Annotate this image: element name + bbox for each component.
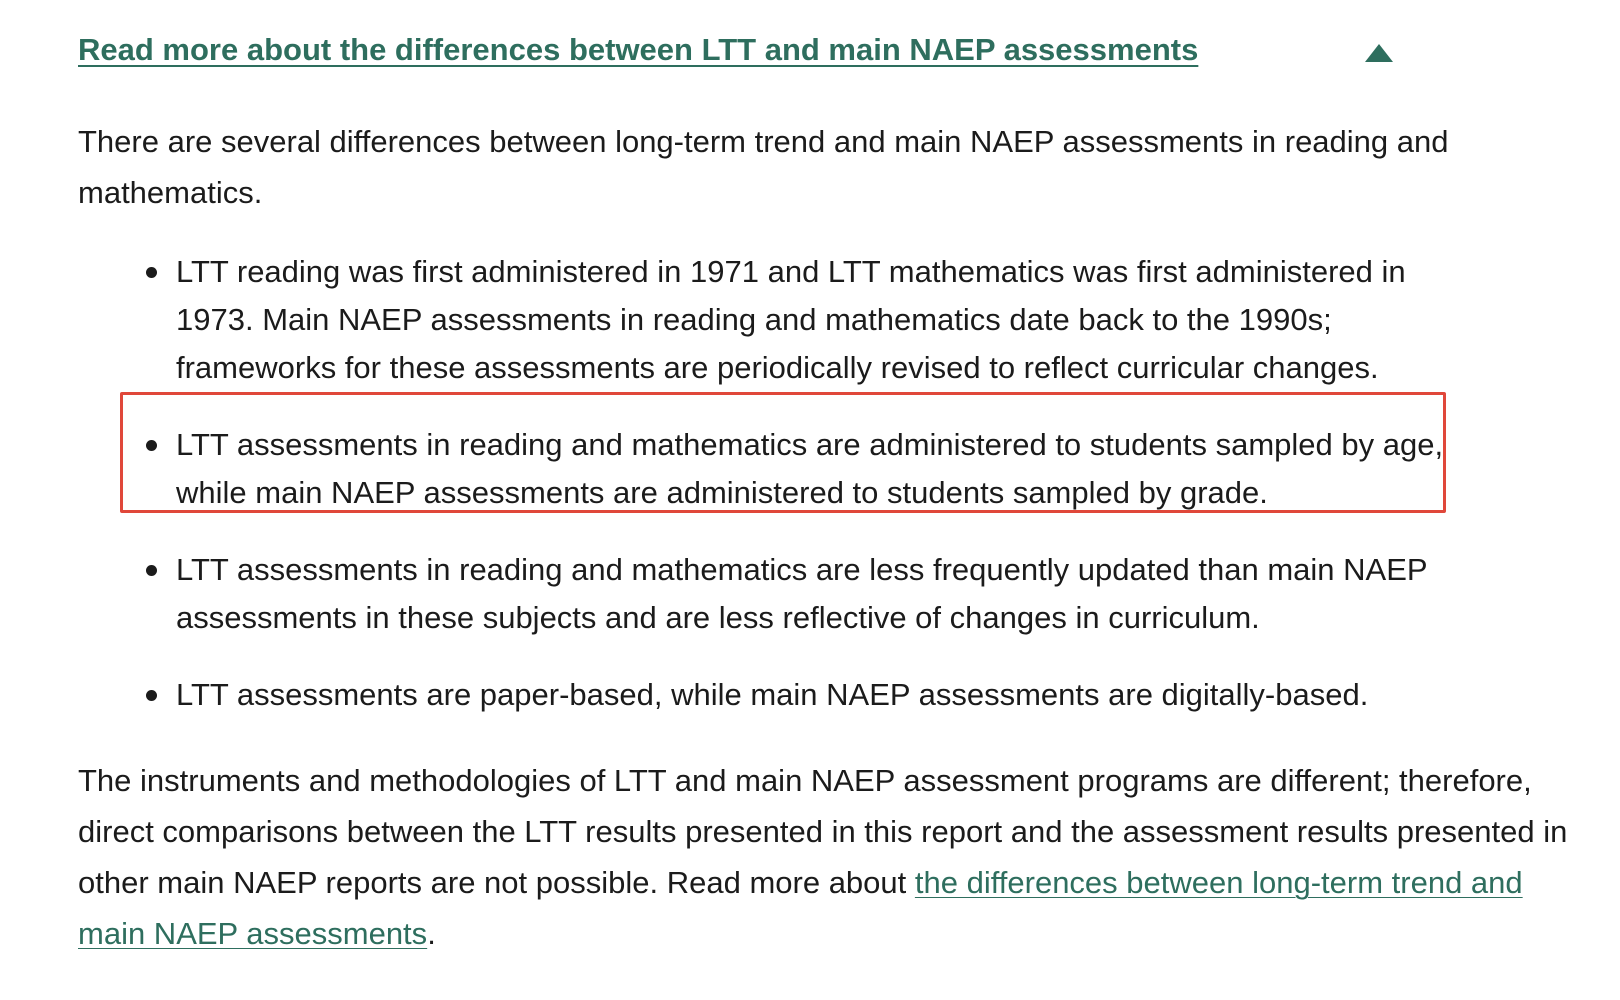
list-item-text: LTT assessments in reading and mathematics are administered to students sampled by age, while main NAEP assessments are administered to students sampled by grade. bbox=[176, 427, 1444, 510]
differences-list bbox=[78, 248, 1578, 719]
closing-paragraph bbox=[78, 755, 1578, 959]
list-item bbox=[78, 671, 1578, 719]
closing-period: . bbox=[427, 916, 436, 951]
intro-paragraph: There are several differences between long-term trend and main NAEP assessments in reading and mathematics. bbox=[78, 124, 1449, 210]
list-item-text: LTT assessments are paper-based, while main NAEP assessments are digitally-based. bbox=[176, 677, 1369, 712]
bullet-icon bbox=[146, 565, 157, 576]
differences-link[interactable]: the differences between long-term trend and main NAEP assessments bbox=[78, 865, 1523, 951]
closing-text: The instruments and methodologies of LTT and main NAEP assessment programs are different; therefore, direct comparisons between the LTT results presented in this report and the assessment results presented in other main NAEP reports are not possible. Read more about bbox=[78, 763, 1568, 900]
list-item-text: LTT assessments in reading and mathematics are less frequently updated than main NAEP assessments in these subjects and are less reflective of changes in curriculum. bbox=[176, 552, 1428, 635]
accordion-title-link[interactable]: Read more about the differences between LTT and main NAEP assessments bbox=[78, 32, 1199, 67]
bullet-icon bbox=[146, 440, 157, 451]
bullet-icon bbox=[146, 690, 157, 701]
list-item bbox=[78, 546, 1578, 642]
bullet-icon bbox=[146, 267, 157, 278]
caret-up-icon[interactable] bbox=[1365, 44, 1393, 62]
list-item bbox=[78, 248, 1578, 392]
accordion-panel bbox=[78, 0, 1578, 959]
accordion-header[interactable] bbox=[78, 0, 1578, 104]
list-item-highlighted bbox=[78, 421, 1578, 517]
list-item-text: LTT reading was first administered in 1971 and LTT mathematics was first administered in 1973. Main NAEP assessments in reading and mathematics date back to the 1990s; frameworks for these assessments are periodically revised to reflect curricular changes. bbox=[176, 254, 1406, 385]
